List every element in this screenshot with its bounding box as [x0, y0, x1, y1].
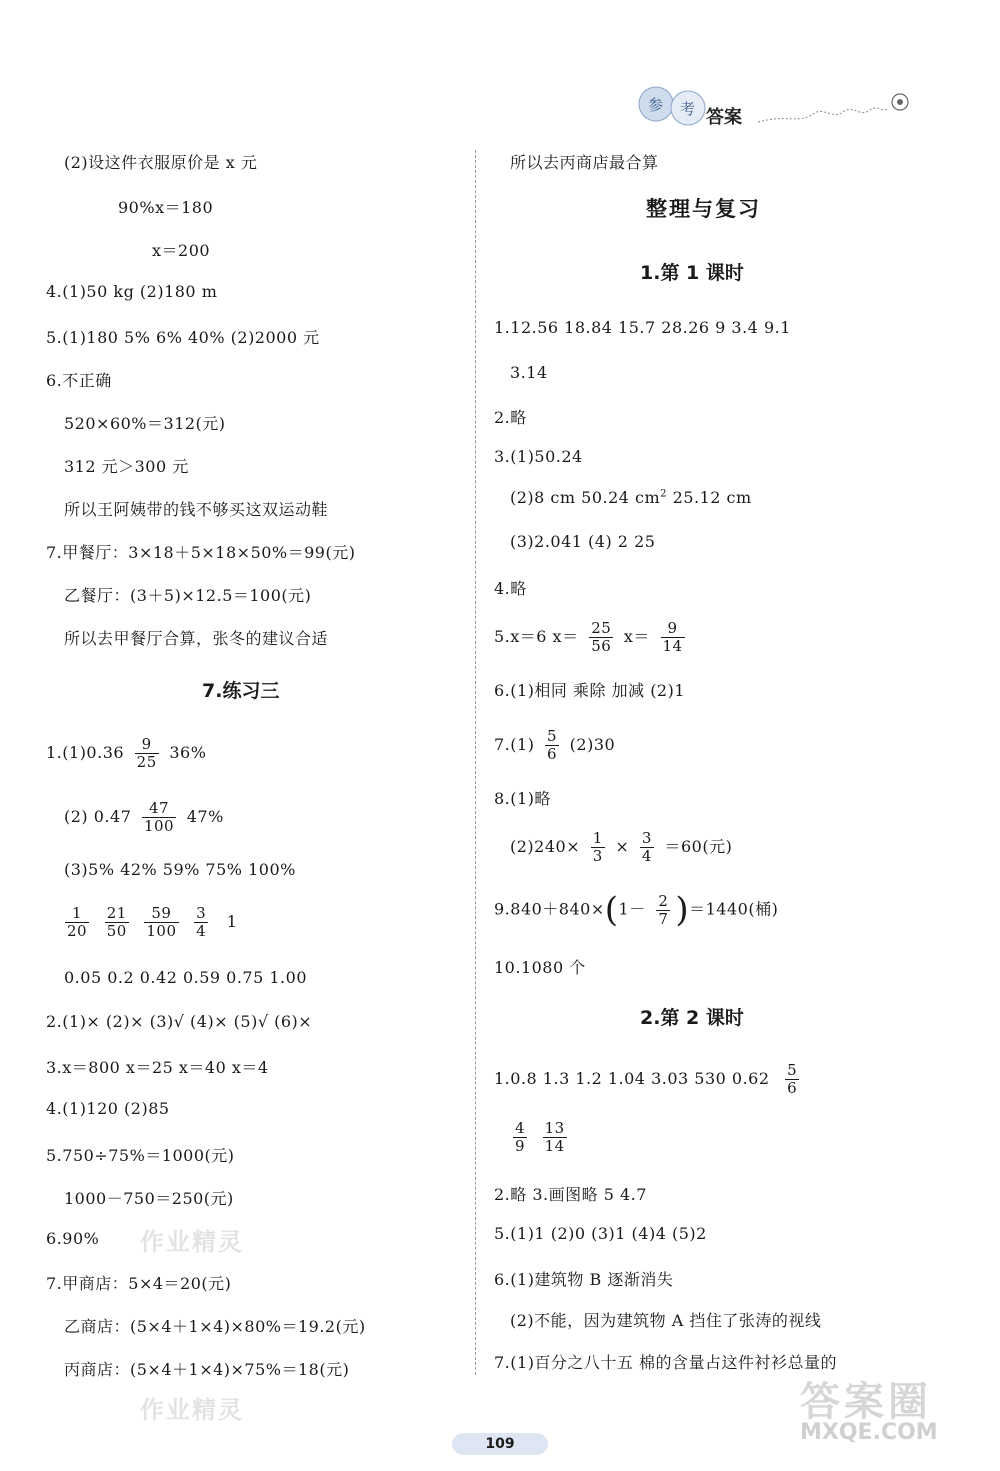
numerator: 3 — [641, 829, 652, 847]
text-segment: (2) 0.47 — [64, 806, 132, 826]
numerator: 59 — [144, 905, 178, 923]
text-segment: 1.0.8 1.3 1.2 1.04 3.03 530 0.62 — [494, 1068, 770, 1088]
denominator: 14 — [544, 1136, 565, 1155]
fraction — [543, 1120, 567, 1155]
left-line-25: 乙商店：(5×4＋1×4)×80%＝19.2(元) — [64, 1317, 366, 1336]
fraction — [513, 1120, 527, 1155]
watermark-2: 作业精灵 — [140, 1396, 244, 1424]
left-line-17: 0.05 0.2 0.42 0.59 0.75 1.00 — [64, 968, 307, 987]
text-segment: 47% — [186, 806, 224, 826]
denominator: 4 — [196, 921, 207, 940]
right-line-4: 2.略 — [494, 408, 527, 427]
fraction — [661, 620, 685, 655]
fraction — [591, 830, 605, 865]
denominator: 3 — [592, 846, 603, 865]
text-segment: (2)30 — [569, 734, 616, 754]
left-line-5: 5.(1)180 5% 6% 40% (2)2000 元 — [46, 328, 320, 347]
right-line-18: 2.略 3.画图略 5 4.7 — [494, 1185, 647, 1204]
heading-lesson-2: 2.第 2 课时 — [640, 1007, 744, 1029]
left-line-16 — [60, 905, 237, 940]
header-deco-char-1: 参 — [648, 96, 664, 114]
fraction — [135, 736, 159, 771]
denominator: 6 — [547, 744, 558, 763]
superscript: 2 — [660, 488, 668, 500]
fraction — [142, 800, 176, 835]
right-line-3: 3.14 — [510, 363, 548, 382]
right-line-10: 6.(1)相同 乘除 加减 (2)1 — [494, 681, 686, 700]
fraction — [194, 905, 208, 940]
watermark-1: 作业精灵 — [140, 1228, 244, 1256]
left-line-15: (3)5% 42% 59% 75% 100% — [64, 860, 296, 879]
numerator: 47 — [142, 800, 176, 818]
left-line-23: 6.90% — [46, 1229, 100, 1248]
numerator: 4 — [515, 1119, 526, 1137]
right-line-16 — [494, 1062, 804, 1097]
numerator: 3 — [196, 904, 207, 922]
denominator: 20 — [67, 921, 88, 940]
column-divider — [475, 150, 476, 1375]
numerator: 9 — [661, 620, 685, 638]
left-line-9: 所以王阿姨带的钱不够买这双运动鞋 — [64, 500, 329, 519]
right-line-20: 6.(1)建筑物 B 逐渐消失 — [494, 1270, 674, 1289]
left-line-8: 312 元＞300 元 — [64, 457, 189, 476]
text-segment: 1.(1)0.36 — [46, 742, 125, 762]
fraction — [545, 728, 559, 763]
fraction — [656, 893, 670, 928]
numerator: 1 — [65, 905, 89, 923]
header-deco-char-2: 考 — [680, 100, 696, 118]
right-line-13 — [510, 830, 732, 865]
left-line-18: 2.(1)× (2)× (3)√ (4)× (5)√ (6)× — [46, 1012, 313, 1031]
numerator: 9 — [135, 736, 159, 754]
left-line-3: x＝200 — [152, 241, 211, 260]
left-line-22: 1000－750＝250(元) — [64, 1189, 234, 1208]
denominator: 100 — [143, 816, 175, 835]
left-line-14 — [64, 800, 224, 835]
right-line-15: 10.1080 个 — [494, 958, 586, 977]
text-segment: 36% — [169, 742, 207, 762]
left-line-19: 3.x＝800 x＝25 x＝40 x＝4 — [46, 1058, 269, 1077]
header-label: 答案 — [706, 107, 742, 128]
right-line-6 — [510, 488, 752, 507]
denominator: 56 — [591, 636, 612, 655]
left-line-24: 7.甲商店：5×4＝20(元) — [46, 1274, 232, 1293]
right-line-8: 4.略 — [494, 579, 527, 598]
fraction — [65, 905, 89, 940]
denominator: 6 — [787, 1078, 798, 1097]
text-segment: 7.(1) — [494, 734, 535, 754]
right-paren: ) — [675, 890, 690, 930]
text-segment: 25.12 cm — [667, 488, 752, 507]
page-number: 109 — [485, 1436, 515, 1452]
denominator: 14 — [662, 636, 683, 655]
right-line-1: 所以去丙商店最合算 — [510, 153, 659, 172]
left-line-6: 6.不正确 — [46, 371, 112, 390]
right-line-2: 1.12.56 18.84 15.7 28.26 9 3.4 9.1 — [494, 318, 791, 337]
right-line-7: (3)2.041 (4) 2 25 — [510, 532, 656, 551]
left-paren: ( — [604, 890, 619, 930]
left-line-10: 7.甲餐厅：3×18＋5×18×50%＝99(元) — [46, 543, 356, 562]
left-line-11: 乙餐厅：(3＋5)×12.5＝100(元) — [64, 586, 312, 605]
text-segment: x＝ — [623, 626, 650, 646]
left-line-13 — [46, 736, 206, 771]
watermark-logo: 答案圈 — [800, 1379, 932, 1425]
denominator: 100 — [146, 921, 177, 940]
text-segment: × — [615, 836, 630, 856]
left-line-1: (2)设这件衣服原价是 x 元 — [64, 153, 258, 172]
fraction — [144, 905, 178, 940]
left-line-4: 4.(1)50 kg (2)180 m — [46, 282, 218, 301]
text-segment: ＝60(元) — [664, 836, 733, 856]
numerator: 1 — [592, 829, 603, 847]
text-segment: 5.x＝6 x＝ — [494, 626, 579, 646]
left-line-7: 520×60%＝312(元) — [64, 414, 226, 433]
denominator: 9 — [515, 1136, 526, 1155]
numerator: 2 — [658, 891, 669, 910]
left-line-2: 90%x＝180 — [118, 198, 214, 217]
text-segment: (2)240× — [510, 836, 581, 856]
left-line-20: 4.(1)120 (2)85 — [46, 1099, 170, 1118]
left-line-26: 丙商店：(5×4＋1×4)×75%＝18(元) — [64, 1360, 350, 1379]
right-line-21: (2)不能，因为建筑物 A 挡住了张涛的视线 — [510, 1311, 822, 1330]
denominator: 7 — [658, 909, 669, 928]
left-line-12: 所以去甲餐厅合算，张冬的建议合适 — [64, 629, 329, 648]
right-line-17 — [508, 1120, 572, 1155]
right-line-11 — [494, 728, 615, 763]
denominator: 4 — [641, 846, 652, 865]
text-segment: 1－ — [618, 899, 646, 919]
heading-review: 整理与复习 — [646, 197, 761, 221]
denominator: 25 — [136, 752, 157, 771]
numerator: 5 — [787, 1061, 798, 1079]
heading-exercise-3: 7.练习三 — [202, 680, 280, 702]
watermark-site: MXQE.COM — [800, 1420, 938, 1445]
fraction — [785, 1062, 799, 1097]
fraction — [640, 830, 654, 865]
fraction — [589, 620, 613, 655]
numerator: 21 — [106, 904, 127, 922]
fraction — [105, 905, 129, 940]
numerator: 5 — [547, 727, 558, 745]
right-line-9 — [494, 620, 690, 655]
numerator: 13 — [544, 1119, 565, 1137]
text-segment: 1 — [226, 911, 238, 931]
text-segment: 9.840＋840× — [494, 899, 605, 919]
heading-lesson-1: 1.第 1 课时 — [640, 262, 744, 284]
denominator: 50 — [106, 921, 127, 940]
right-line-5: 3.(1)50.24 — [494, 447, 583, 466]
text-segment: (2)8 cm 50.24 cm — [510, 488, 661, 507]
right-line-14 — [494, 890, 778, 930]
right-line-12: 8.(1)略 — [494, 789, 551, 808]
text-segment: ＝1440(桶) — [689, 899, 779, 919]
numerator: 25 — [591, 619, 612, 637]
right-line-19: 5.(1)1 (2)0 (3)1 (4)4 (5)2 — [494, 1224, 707, 1243]
left-line-21: 5.750÷75%＝1000(元) — [46, 1146, 235, 1165]
right-line-22: 7.(1)百分之八十五 棉的含量占这件衬衫总量的 — [494, 1353, 838, 1372]
